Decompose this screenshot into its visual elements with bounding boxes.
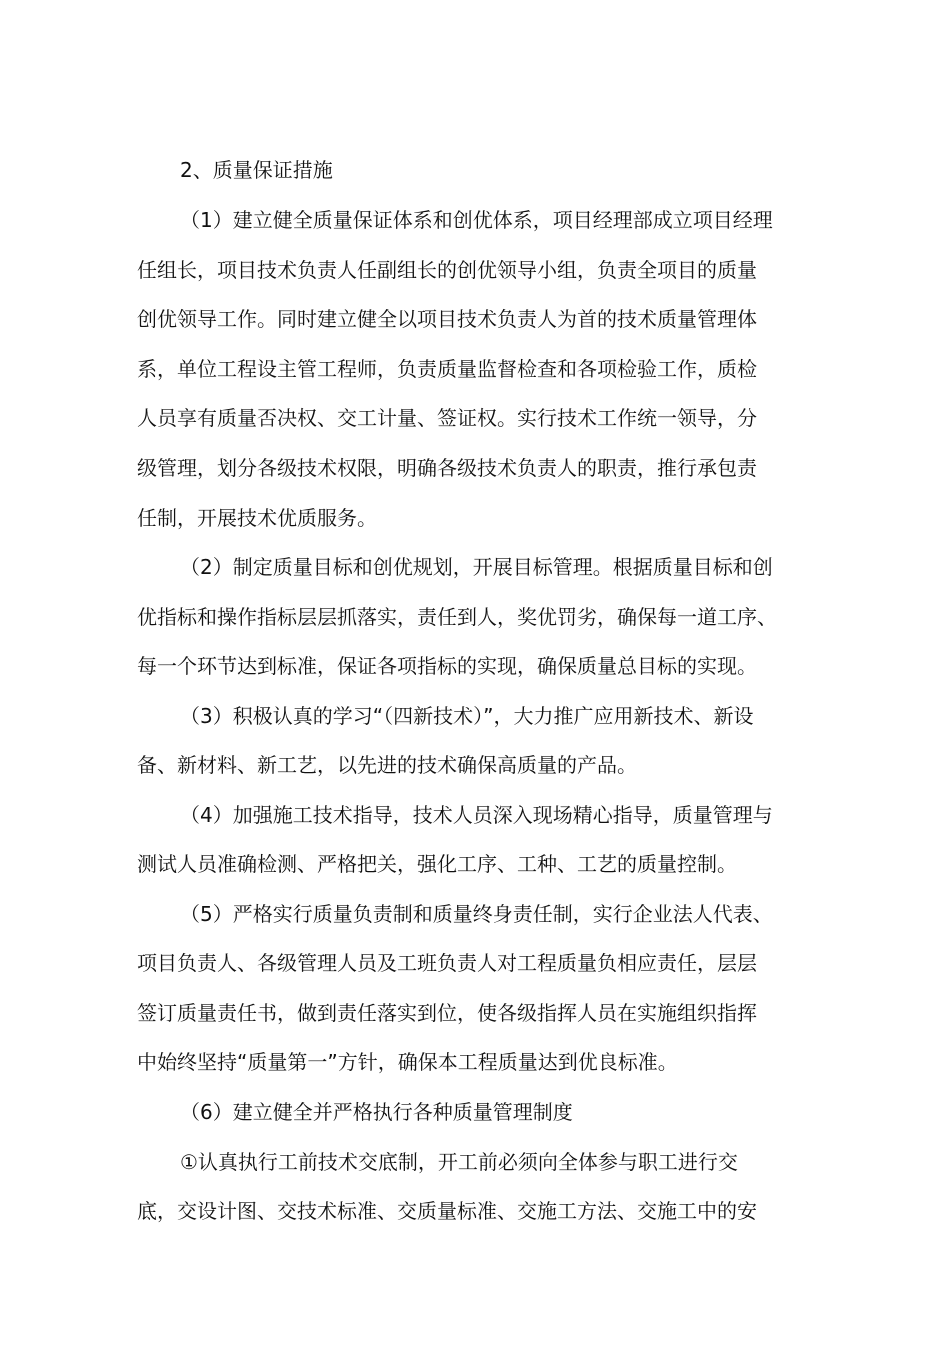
paragraph-line: （1）建立健全质量保证体系和创优体系，项目经理部成立项目经理 [180,208,773,232]
paragraph-line: 项目负责人、各级管理人员及工班负责人对工程质量负相应责任，层层 [137,951,757,975]
paragraph-line: 底，交设计图、交技术标准、交质量标准、交施工方法、交施工中的安 [137,1199,757,1223]
paragraph-line: （6）建立健全并严格执行各种质量管理制度 [180,1100,573,1124]
paragraph-line: （5）严格实行质量负责制和质量终身责任制，实行企业法人代表、 [180,902,773,926]
paragraph-line: 签订质量责任书，做到责任落实到位，使各级指挥人员在实施组织指挥 [137,1001,757,1025]
paragraph-line: ①认真执行工前技术交底制，开工前必须向全体参与职工进行交 [180,1150,738,1174]
paragraph-line: （3）积极认真的学习“（四新技术）”，大力推广应用新技术、新设 [180,704,754,728]
paragraph-line: 测试人员准确检测、严格把关，强化工序、工种、工艺的质量控制。 [137,852,737,876]
section-heading: 2、质量保证措施 [180,158,333,182]
paragraph-line: 人员享有质量否决权、交工计量、签证权。实行技术工作统一领导，分 [137,406,757,430]
paragraph-line: 优指标和操作指标层层抓落实，责任到人，奖优罚劣，确保每一道工序、 [137,605,777,629]
paragraph-line: 任组长，项目技术负责人任副组长的创优领导小组，负责全项目的质量 [137,258,757,282]
paragraph-line: 系，单位工程设主管工程师，负责质量监督检查和各项检验工作，质检 [137,357,757,381]
paragraph-line: （2）制定质量目标和创优规划，开展目标管理。根据质量目标和创 [180,555,773,579]
paragraph-line: 任制，开展技术优质服务。 [137,506,377,530]
paragraph-line: 创优领导工作。同时建立健全以项目技术负责人为首的技术质量管理体 [137,307,757,331]
paragraph-line: 级管理，划分各级技术权限，明确各级技术负责人的职责，推行承包责 [137,456,757,480]
paragraph-line: 备、新材料、新工艺，以先进的技术确保高质量的产品。 [137,753,637,777]
paragraph-line: （4）加强施工技术指导，技术人员深入现场精心指导，质量管理与 [180,803,773,827]
paragraph-line: 中始终坚持“质量第一”方针，确保本工程质量达到优良标准。 [137,1050,678,1074]
paragraph-line: 每一个环节达到标准，保证各项指标的实现，确保质量总目标的实现。 [137,654,757,678]
